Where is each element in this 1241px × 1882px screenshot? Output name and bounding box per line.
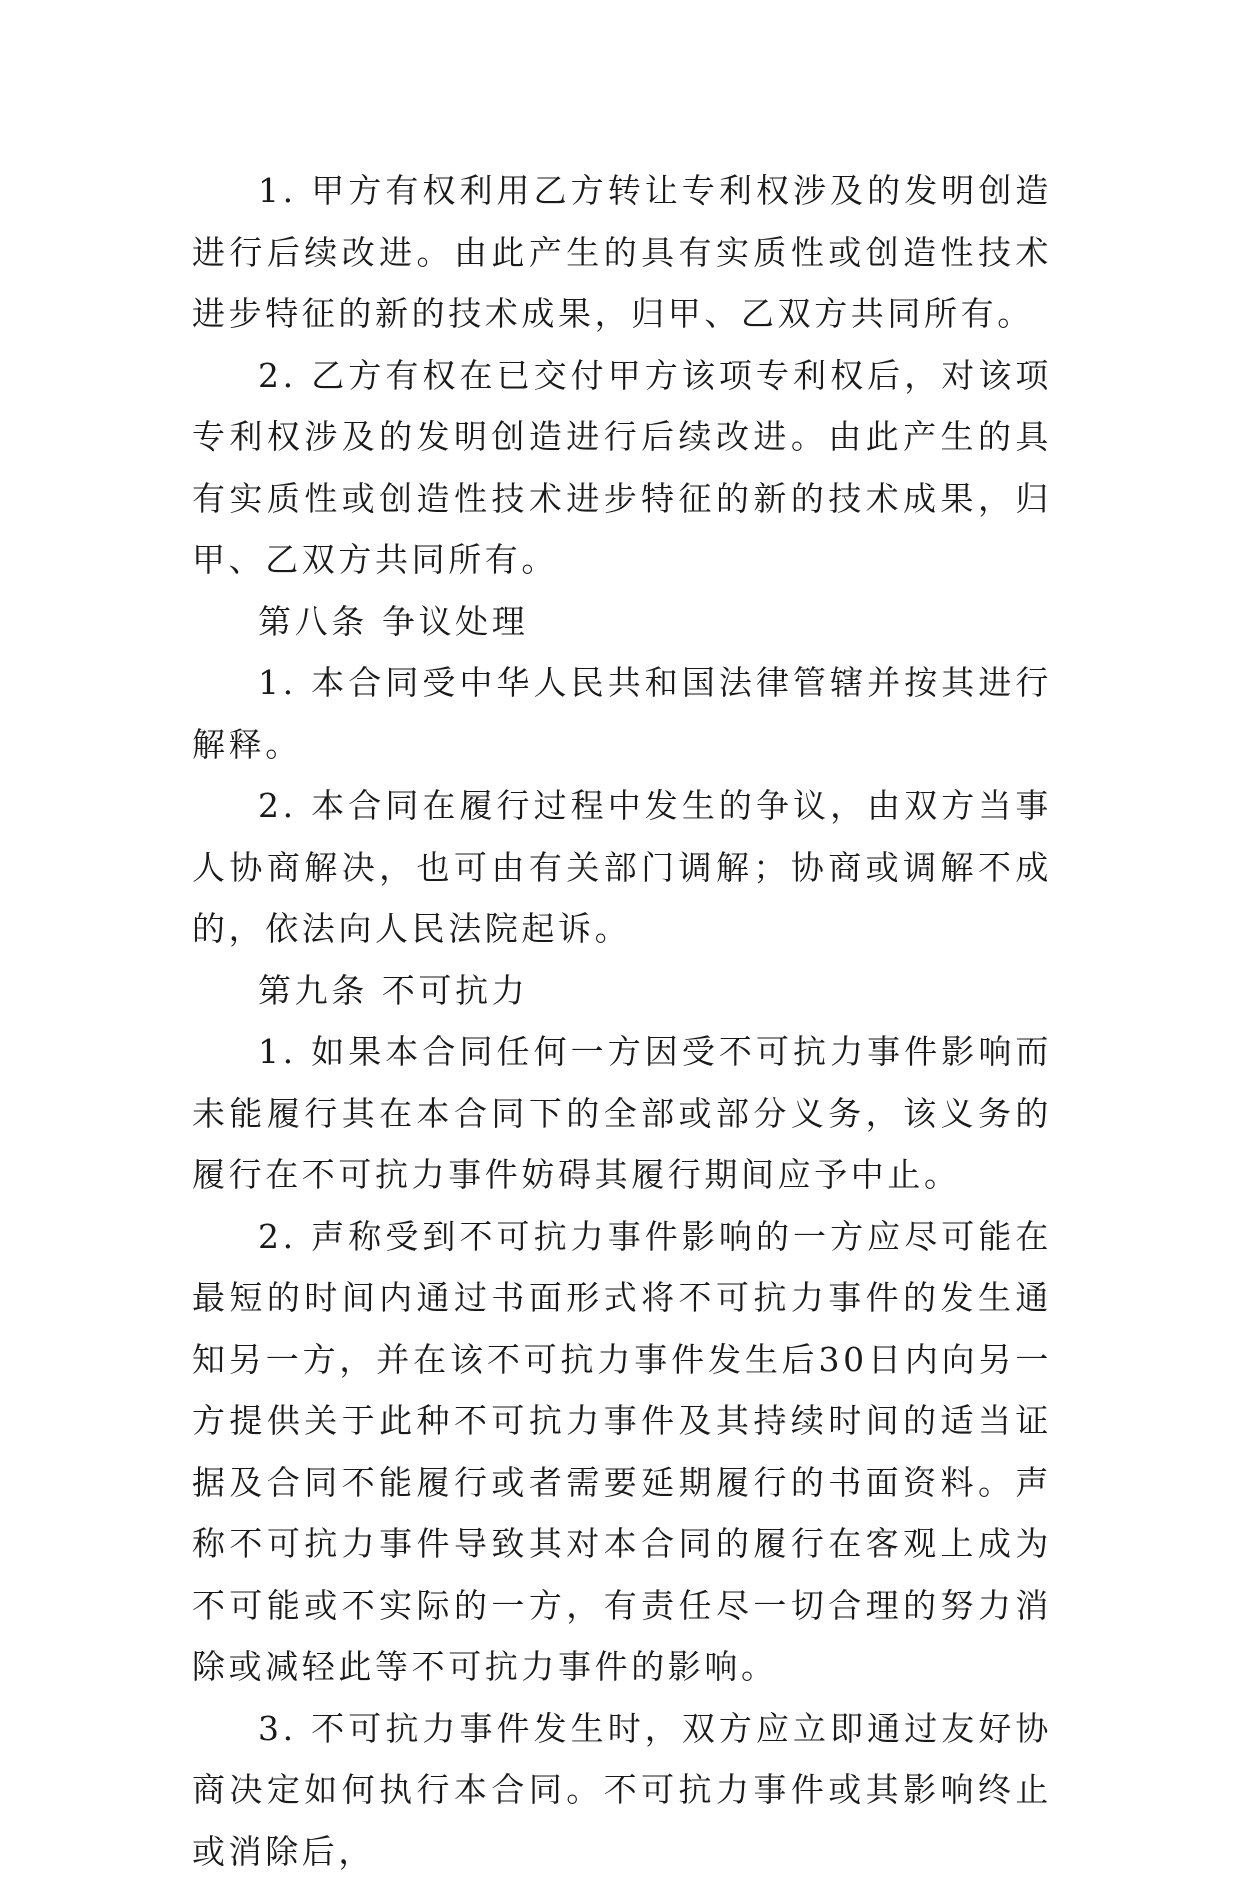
paragraph-force-majeure-negotiation: 3. 不可抗力事件发生时，双方应立即通过友好协商决定如何执行本合同。不可抗力事件或其影响终止或消除后， — [192, 1698, 1052, 1882]
paragraph-governing-law: 1. 本合同受中华人民共和国法律管辖并按其进行解释。 — [192, 652, 1052, 775]
paragraph-improvement-rights-party-b: 2. 乙方有权在已交付甲方该项专利权后，对该项专利权涉及的发明创造进行后续改进。由此产生的具有实质性或创造性技术进步特征的新的技术成果，归甲、乙双方共同所有。 — [192, 345, 1052, 591]
section-heading-article-9: 第九条 不可抗力 — [192, 960, 1052, 1022]
paragraph-improvement-rights-party-a: 1. 甲方有权利用乙方转让专利权涉及的发明创造进行后续改进。由此产生的具有实质性或创造性技术进步特征的新的技术成果，归甲、乙双方共同所有。 — [192, 160, 1052, 345]
section-heading-article-8: 第八条 争议处理 — [192, 591, 1052, 653]
paragraph-force-majeure-suspension: 1. 如果本合同任何一方因受不可抗力事件影响而未能履行其在本合同下的全部或部分义务，该义务的履行在不可抗力事件妨碍其履行期间应予中止。 — [192, 1021, 1052, 1206]
paragraph-dispute-resolution: 2. 本合同在履行过程中发生的争议，由双方当事人协商解决，也可由有关部门调解；协商或调解不成的，依法向人民法院起诉。 — [192, 775, 1052, 960]
paragraph-force-majeure-notice: 2. 声称受到不可抗力事件影响的一方应尽可能在最短的时间内通过书面形式将不可抗力事件的发生通知另一方，并在该不可抗力事件发生后30日内向另一方提供关于此种不可抗力事件及其持续时间的适当证据及合同不能履行或者需要延期履行的书面资料。声称不可抗力事件导致其对本合同的履行在客观上成为不可能或不实际的一方，有责任尽一切合理的努力消除或减轻此等不可抗力事件的影响。 — [192, 1206, 1052, 1698]
document-body — [192, 160, 1052, 1882]
